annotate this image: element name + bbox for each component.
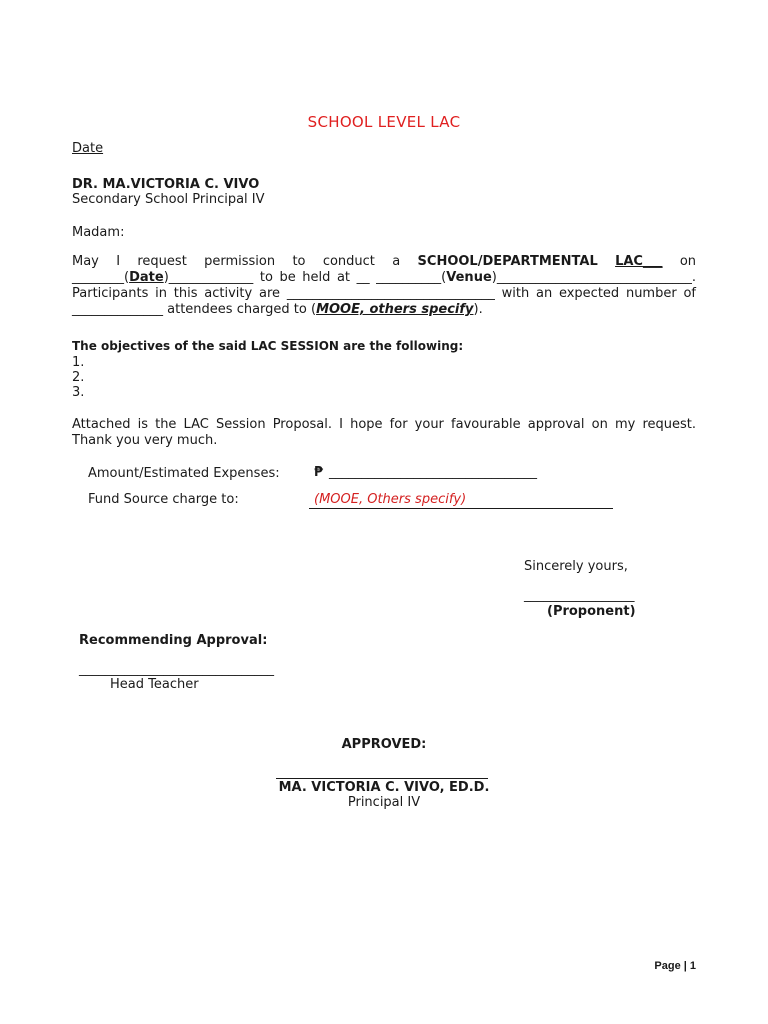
objective-item: 3. bbox=[72, 385, 85, 400]
closing-line-1: Attached is the LAC Session Proposal. I hope for your favourable approval on my request. bbox=[72, 417, 696, 432]
peso-icon: ₱ bbox=[314, 465, 324, 480]
request-line-4: ______________ attendees charged to (MOOE, others specify). bbox=[72, 302, 483, 317]
objective-item: 2. bbox=[72, 370, 85, 385]
recipient-name: DR. MA.VICTORIA C. VIVO bbox=[72, 177, 260, 192]
principal-signature-line bbox=[276, 778, 488, 779]
head-teacher-role: Head Teacher bbox=[110, 677, 199, 692]
closing-paragraph bbox=[72, 417, 696, 449]
recommending-heading: Recommending Approval: bbox=[79, 633, 268, 648]
fund-source-label: Fund Source charge to: bbox=[88, 492, 239, 507]
fund-source-value: (MOOE, Others specify) bbox=[314, 492, 467, 507]
principal-name: MA. VICTORIA C. VIVO, ED.D. bbox=[278, 780, 490, 795]
proponent-role: (Proponent) bbox=[547, 604, 636, 619]
fund-source-underline bbox=[309, 508, 613, 509]
amount-label: Amount/Estimated Expenses: bbox=[88, 466, 280, 481]
request-line-2: ________(Date)_____________ to be held at __ __________(Venue)______________________________. bbox=[72, 270, 696, 285]
closing-line-2: Thank you very much. bbox=[72, 433, 218, 448]
request-line-3: Participants in this activity are ________________________________ with an expected number of bbox=[72, 286, 697, 301]
page-number: Page | 1 bbox=[654, 960, 696, 972]
amount-field: ₱ ________________________________ bbox=[314, 465, 538, 480]
date-field-label: Date bbox=[72, 141, 104, 156]
head-teacher-signature-line: ______________________________ bbox=[79, 662, 274, 677]
principal-position: Principal IV bbox=[347, 795, 421, 810]
document-title: SCHOOL LEVEL LAC bbox=[307, 113, 461, 131]
objective-item: 1. bbox=[72, 355, 85, 370]
request-line-1: May I request permission to conduct a SCHOOL/DEPARTMENTAL LAC___ on bbox=[72, 254, 697, 269]
request-paragraph bbox=[72, 254, 696, 318]
approved-heading: APPROVED: bbox=[341, 737, 427, 752]
objectives-heading: The objectives of the said LAC SESSION are the following: bbox=[72, 339, 464, 353]
recipient-position: Secondary School Principal IV bbox=[72, 192, 265, 207]
salutation: Madam: bbox=[72, 225, 125, 240]
proponent-signature-line: _________________ bbox=[524, 588, 635, 603]
sincerely-closing: Sincerely yours, bbox=[524, 559, 628, 574]
